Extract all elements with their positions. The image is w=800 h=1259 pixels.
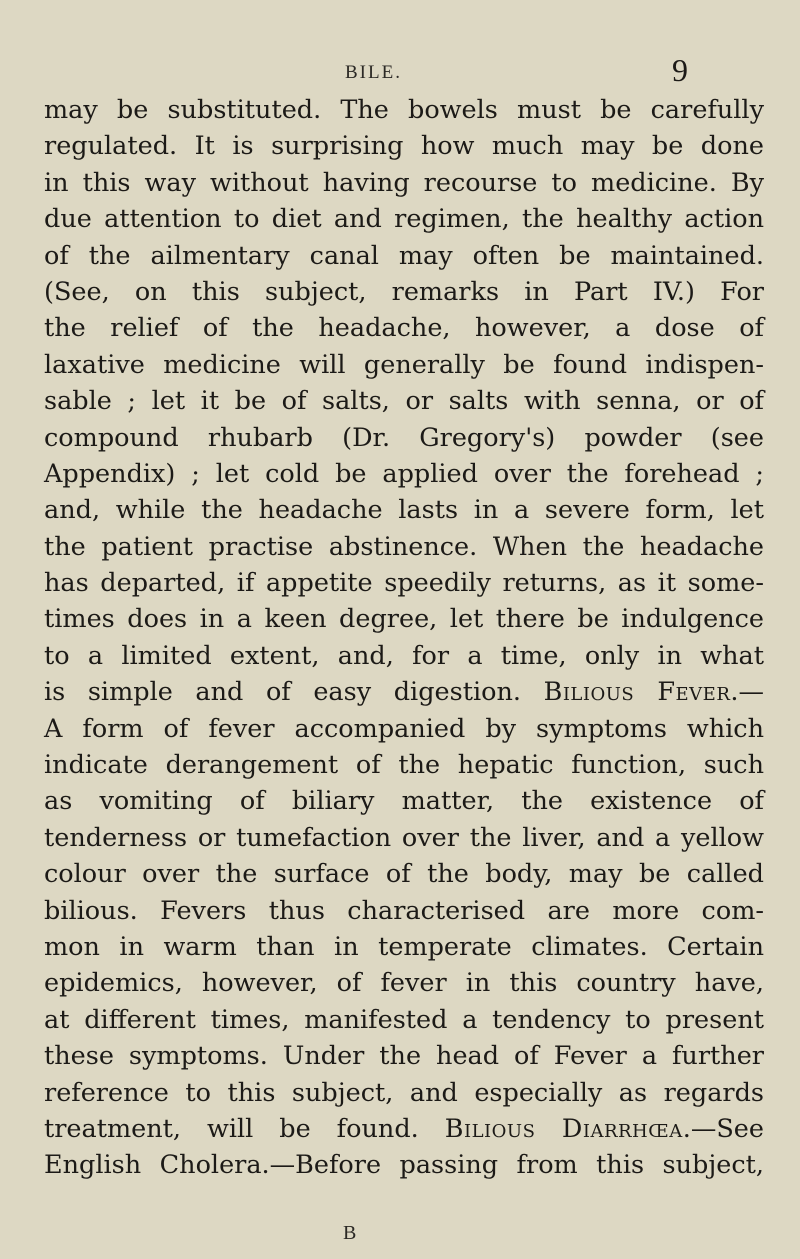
text-line: Appendix) ; let cold be applied over the forehead ; bbox=[44, 458, 764, 489]
text-line-bilious-diarrhoea bbox=[44, 1111, 764, 1147]
text-line-bilious-fever bbox=[44, 674, 764, 710]
text-line: laxative medicine will generally be found indispen- bbox=[44, 349, 764, 380]
text-line: reference to this subject, and especially as regards bbox=[44, 1077, 764, 1108]
page-number: 9 bbox=[672, 52, 688, 88]
line-text-before: is simple and of easy digestion. bbox=[44, 677, 544, 708]
body-text bbox=[44, 92, 764, 1184]
text-line: at different times, manifested a tendency to present bbox=[44, 1004, 764, 1035]
text-line: (See, on this subject, remarks in Part IV.) For bbox=[44, 276, 764, 307]
subheading-bilious-diarrhoea: Bilious Diarrhœa bbox=[444, 1113, 683, 1144]
text-line: as vomiting of biliary matter, the existence of bbox=[44, 786, 764, 817]
running-head-title: BILE. bbox=[345, 62, 402, 83]
text-line: colour over the surface of the body, may be called bbox=[44, 859, 764, 890]
text-line: English Cholera.—Before passing from this subject, bbox=[44, 1150, 764, 1181]
text-line: epidemics, however, of fever in this country have, bbox=[44, 968, 764, 999]
text-line: due attention to diet and regimen, the healthy action bbox=[44, 204, 764, 235]
line-text-after: .—See bbox=[682, 1113, 764, 1144]
running-head bbox=[0, 52, 800, 92]
text-line: has departed, if appetite speedily returns, as it some- bbox=[44, 568, 764, 599]
text-line: compound rhubarb (Dr. Gregory's) powder (see bbox=[44, 422, 764, 453]
text-line: times does in a keen degree, let there be indulgence bbox=[44, 604, 764, 635]
text-line: and, while the headache lasts in a severe form, let bbox=[44, 495, 764, 526]
text-line: in this way without having recourse to medicine. By bbox=[44, 167, 764, 198]
line-text-before: treatment, will be found. bbox=[44, 1113, 445, 1144]
text-line: these symptoms. Under the head of Fever a further bbox=[44, 1041, 764, 1072]
text-line: the patient practise abstinence. When the headache bbox=[44, 531, 764, 562]
line-text-after: .— bbox=[730, 677, 764, 708]
subheading-bilious-fever: Bilious Fever bbox=[543, 677, 731, 708]
text-line: A form of fever accompanied by symptoms which bbox=[44, 713, 764, 744]
text-line: of the ailmentary canal may often be maintained. bbox=[44, 240, 764, 271]
text-line: the relief of the headache, however, a dose of bbox=[44, 313, 764, 344]
text-line: to a limited extent, and, for a time, only in what bbox=[44, 640, 764, 671]
text-line: bilious. Fevers thus characterised are more com- bbox=[44, 895, 764, 926]
signature-mark: B bbox=[343, 1222, 357, 1244]
text-line: regulated. It is surprising how much may be done bbox=[44, 131, 764, 162]
text-line: may be substituted. The bowels must be carefully bbox=[44, 95, 764, 125]
text-line: sable ; let it be of salts, or salts with senna, or of bbox=[44, 386, 764, 417]
text-line: indicate derangement of the hepatic function, such bbox=[44, 750, 764, 781]
text-line: tenderness or tumefaction over the liver, and a yellow bbox=[44, 822, 764, 853]
text-line: mon in warm than in temperate climates. Certain bbox=[44, 931, 764, 962]
